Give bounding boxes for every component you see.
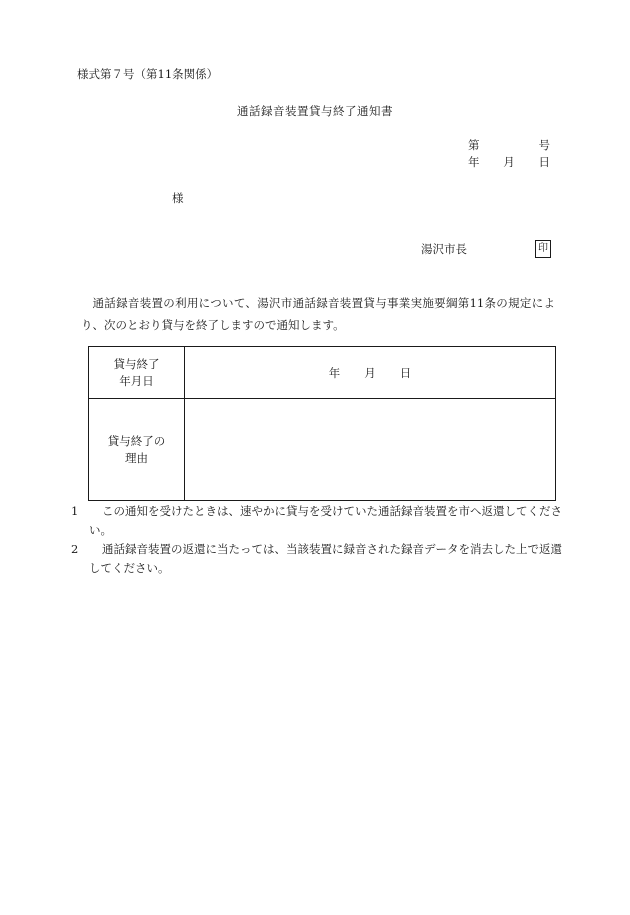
- document-date: [468, 157, 550, 169]
- reason-label-cell: [89, 399, 185, 501]
- table-row: [89, 347, 556, 399]
- note-number: 2: [71, 542, 79, 556]
- date-day-label: 日: [538, 155, 550, 169]
- document-number-suffix: 号: [538, 138, 550, 152]
- document-number: [468, 140, 550, 152]
- document-number-prefix: 第: [468, 138, 480, 152]
- end-date-day-label: 日: [399, 365, 412, 380]
- note-item: [71, 540, 567, 578]
- table-row: [89, 399, 556, 501]
- reason-label-line1: 貸与終了の: [107, 433, 166, 448]
- reason-value-cell: [185, 399, 556, 501]
- document-title: 通話録音装置貸与終了通知書: [237, 104, 393, 118]
- note-item: [71, 502, 567, 540]
- seal-mark: 印: [535, 240, 551, 258]
- end-date-month-label: 月: [364, 365, 376, 380]
- recipient-honorific: 様: [172, 191, 184, 205]
- note-text: 通話録音装置の返還に当たっては、当該装置に録音された録音データを消去した上で返還してください。: [89, 542, 562, 575]
- termination-table: [88, 346, 556, 501]
- note-text: この通知を受けたときは、速やかに貸与を受けていた通話録音装置を市へ返還してください。: [89, 504, 562, 537]
- end-date-label-cell: [89, 347, 185, 399]
- issuer-name: 湯沢市長: [421, 242, 467, 256]
- end-date-label-line1: 貸与終了: [113, 356, 160, 371]
- end-date-value-cell: [185, 347, 556, 399]
- note-number: 1: [71, 504, 79, 518]
- end-date-label-line2: 年月日: [119, 373, 154, 388]
- date-year-label: 年: [468, 155, 480, 169]
- notification-body: 通話録音装置の利用について、湯沢市通話録音装置貸与事業実施要綱第11条の規定により、次のとおり貸与を終了しますので通知します。: [81, 296, 555, 332]
- end-date-year-label: 年: [328, 365, 341, 380]
- form-number: 様式第７号（第11条関係）: [77, 67, 219, 81]
- date-month-label: 月: [503, 155, 515, 169]
- reason-label-line2: 理由: [125, 450, 148, 465]
